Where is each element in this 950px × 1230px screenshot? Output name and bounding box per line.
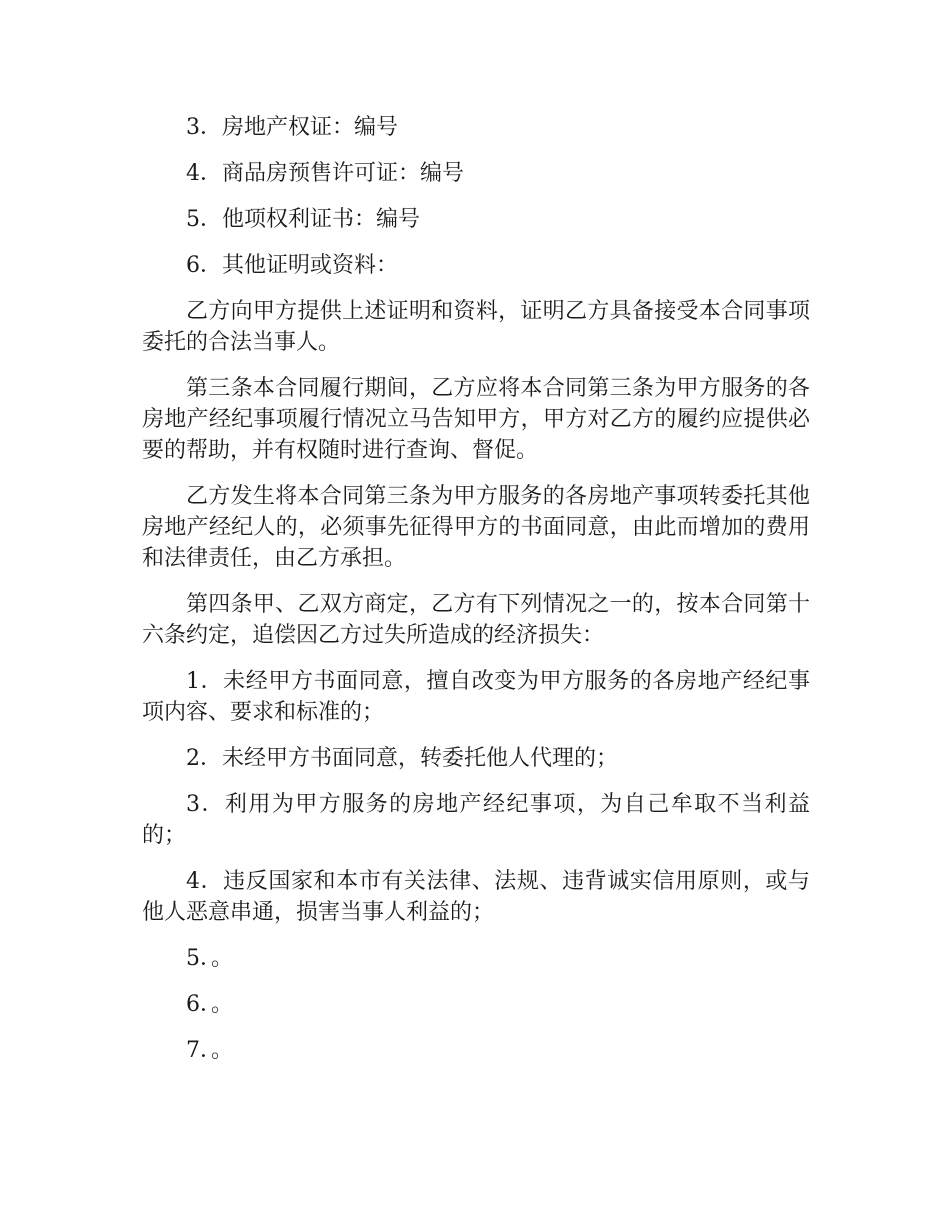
liability-item-3: 3．利用为甲方服务的房地产经纪事项，为自己牟取不当利益的； bbox=[142, 792, 810, 848]
article-three-paragraph: 第三条本合同履行期间，乙方应将本合同第三条为甲方服务的各房地产经纪事项履行情况立马告知甲方，甲方对乙方的履约应提供必要的帮助，并有权随时进行查询、督促。 bbox=[142, 376, 810, 463]
document-body bbox=[142, 112, 810, 1081]
subcontract-paragraph: 乙方发生将本合同第三条为甲方服务的各房地产事项转委托其他房地产经纪人的，必须事先征得甲方的书面同意，由此而增加的费用和法律责任，由乙方承担。 bbox=[142, 484, 810, 571]
article-four-paragraph: 第四条甲、乙双方商定，乙方有下列情况之一的，按本合同第十六条约定，追偿因乙方过失所造成的经济损失： bbox=[142, 592, 810, 648]
liability-item-5: 5．。 bbox=[186, 946, 233, 971]
clause-item-4: 4．商品房预售许可证：编号 bbox=[186, 161, 464, 186]
clause-item-5: 5．他项权利证书：编号 bbox=[186, 207, 420, 232]
liability-item-1: 1．未经甲方书面同意，擅自改变为甲方服务的各房地产经纪事项内容、要求和标准的； bbox=[142, 669, 810, 725]
liability-item-7: 7．。 bbox=[186, 1038, 233, 1063]
clause-item-3: 3．房地产权证：编号 bbox=[186, 115, 398, 140]
paragraph-proof-statement: 乙方向甲方提供上述证明和资料，证明乙方具备接受本合同事项委托的合法当事人。 bbox=[142, 299, 810, 355]
liability-item-6: 6．。 bbox=[186, 992, 233, 1017]
clause-item-6: 6．其他证明或资料： bbox=[186, 253, 398, 278]
liability-item-2: 2．未经甲方书面同意，转委托他人代理的； bbox=[186, 746, 618, 771]
liability-item-4: 4．违反国家和本市有关法律、法规、违背诚实信用原则，或与他人恶意串通，损害当事人利益的； bbox=[142, 869, 810, 925]
